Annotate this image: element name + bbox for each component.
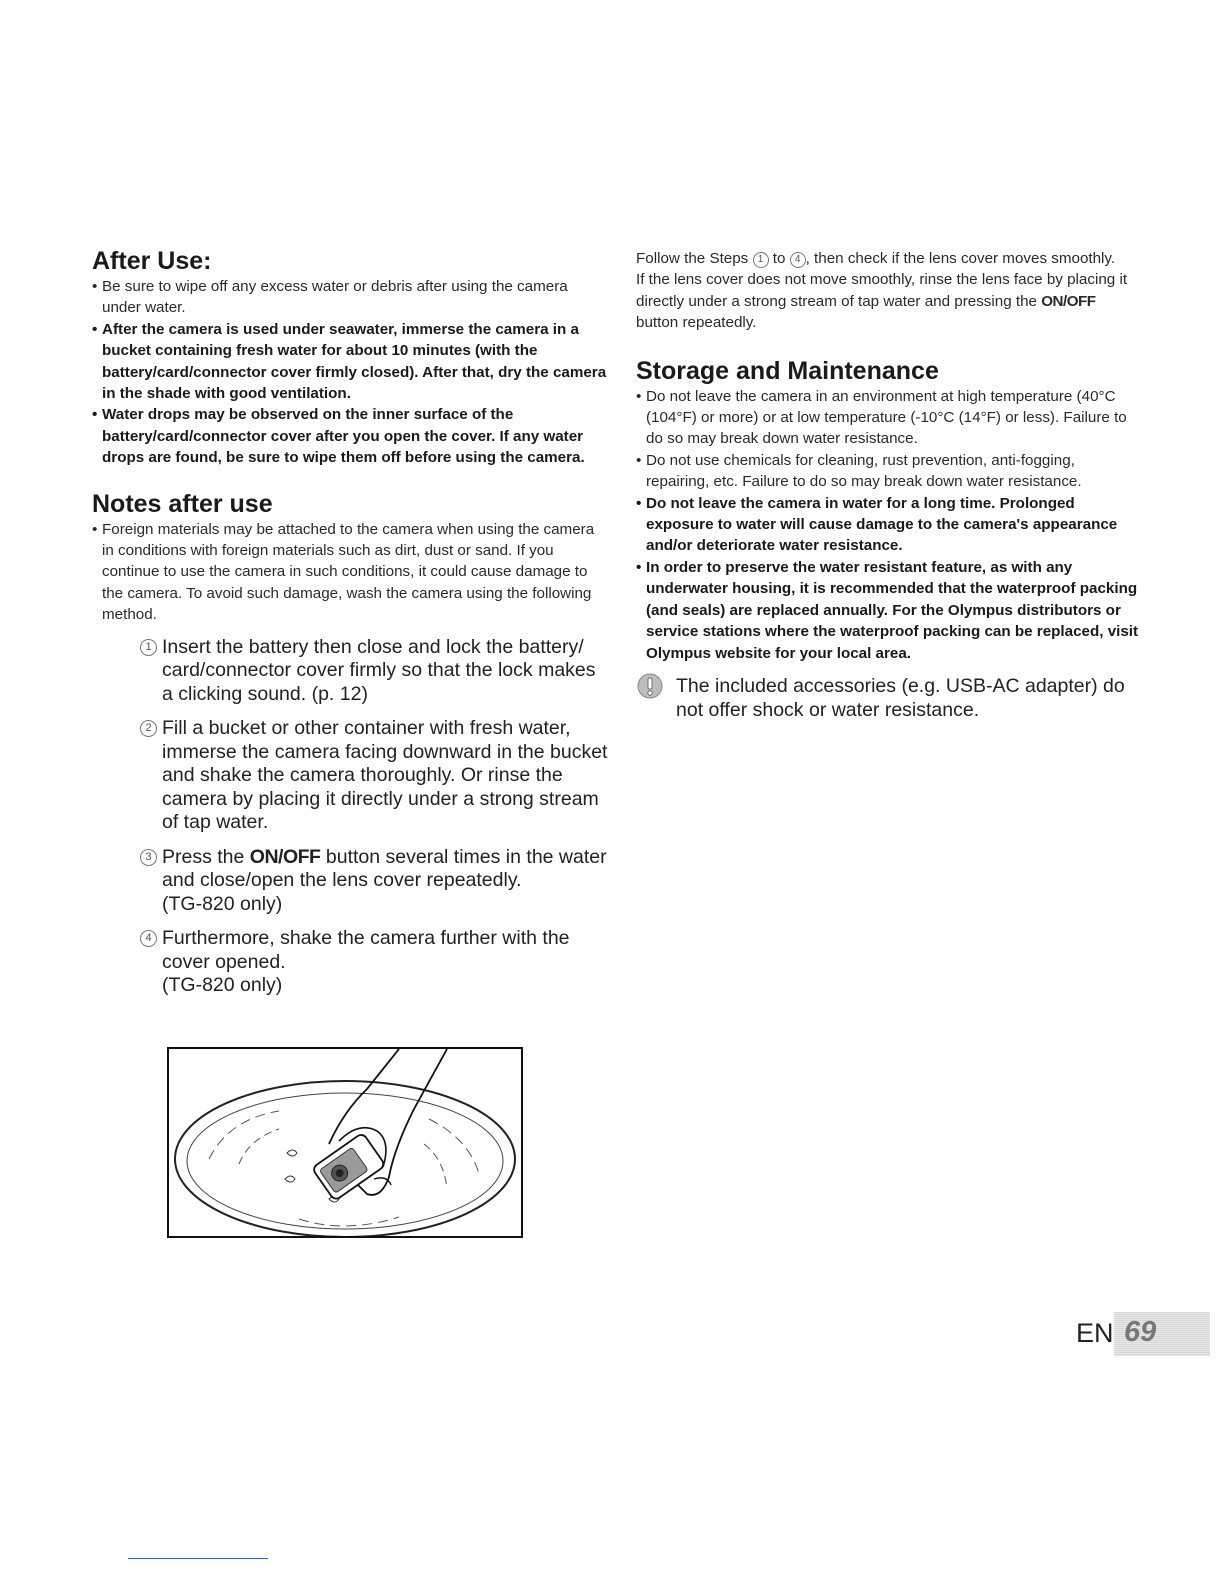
notes-after-use-title: Notes after use: [92, 489, 273, 518]
on-off-button-label: ON/OFF: [1041, 292, 1096, 310]
step-number-icon: 1: [753, 252, 769, 268]
left-column: [92, 246, 608, 1009]
storage-bullet: • Do not use chemicals for cleaning, rust prevention, anti-fogging, repairing, etc. Failure to do so may break down water resistance.: [636, 451, 1082, 491]
page-number: 69: [1124, 1316, 1157, 1348]
after-use-bullet: • Be sure to wipe off any excess water or debris after using the camera under water.: [92, 278, 568, 317]
page-number-badge: [1114, 1312, 1210, 1356]
washing-camera-illustration: [167, 1047, 523, 1238]
after-use-bullet: • After the camera is used under seawater, immerse the camera in a bucket containing fresh water for about 10 minutes (with the battery/card/connector cover firmly closed). After that, dry the camera in the shade with good ventilation.: [92, 320, 607, 403]
caution-note: The included accessories (e.g. USB-AC adapter) do not offer shock or water resistance.: [636, 674, 1141, 722]
wash-step: 4 Furthermore, shake the camera further with the cover opened. (TG-820 only): [140, 927, 608, 998]
right-column: [636, 248, 1141, 722]
on-off-button-label: ON/OFF: [249, 845, 321, 868]
storage-bullet: • Do not leave the camera in water for a long time. Prolonged exposure to water will cause damage to the camera's appearance and/or deteriorate water resistance.: [636, 494, 1118, 555]
wash-step: 2 Fill a bucket or other container with fresh water, immerse the camera facing downward in the bucket and shake the camera thoroughly. Or rinse the camera by placing it directly under a strong stream of tap water.: [140, 717, 608, 835]
caution-icon: [636, 672, 664, 700]
wash-step: 1 Insert the battery then close and lock the battery/ card/connector cover firmly so that the lock makes a clicking sound. (p. 12): [140, 636, 608, 707]
bucket-hand-camera-drawing: [169, 1049, 521, 1236]
storage-bullet: • In order to preserve the water resistant feature, as with any underwater housing, it is recommended that the waterproof packing (and seals) are replaced annually. For the Olympus distributors or service stations where the waterproof packing can be replaced, visit Olympus website for your local area.: [636, 558, 1139, 662]
storage-bullet: • Do not leave the camera in an environment at high temperature (40°C (104°F) or more) or at low temperature (-10°C (14°F) or less). Failure to do so may break down water resistance.: [636, 387, 1127, 448]
notes-after-use-bullet: • Foreign materials may be attached to the camera when using the camera in conditions with foreign materials such as dirt, dust or sand. If you continue to use the camera in such conditions, it could cause damage to the camera. To avoid such damage, wash the camera using the following method.: [92, 520, 595, 624]
language-label: EN: [1076, 1318, 1114, 1348]
storage-maintenance-title: Storage and Maintenance: [636, 356, 939, 385]
step-number-icon: 4: [790, 252, 806, 268]
after-use-bullet: • Water drops may be observed on the inner surface of the battery/card/connector cover after you open the cover. If any water drops are found, be sure to wipe them off before using the camera.: [92, 406, 585, 467]
follow-steps-text: Follow the Steps 1 to 4 , then check if the lens cover moves smoothly.: [636, 250, 1116, 267]
step-number-icon: 4: [140, 930, 157, 947]
bottom-divider: [128, 1558, 268, 1559]
step-number-icon: 1: [140, 639, 157, 656]
step-number-icon: 2: [140, 720, 157, 737]
wash-steps: [140, 636, 608, 998]
step-number-icon: 3: [140, 849, 157, 866]
after-use-title: After Use:: [92, 247, 212, 275]
wash-step: 3 Press the ON/OFF button several times in the water and close/open the lens cover repeatedly. (TG-820 only): [140, 846, 608, 917]
lens-cover-text: If the lens cover does not move smoothly, rinse the lens face by placing it directly under a strong stream of tap water and pressing the ON/OFF button repeatedly.: [636, 271, 1128, 332]
